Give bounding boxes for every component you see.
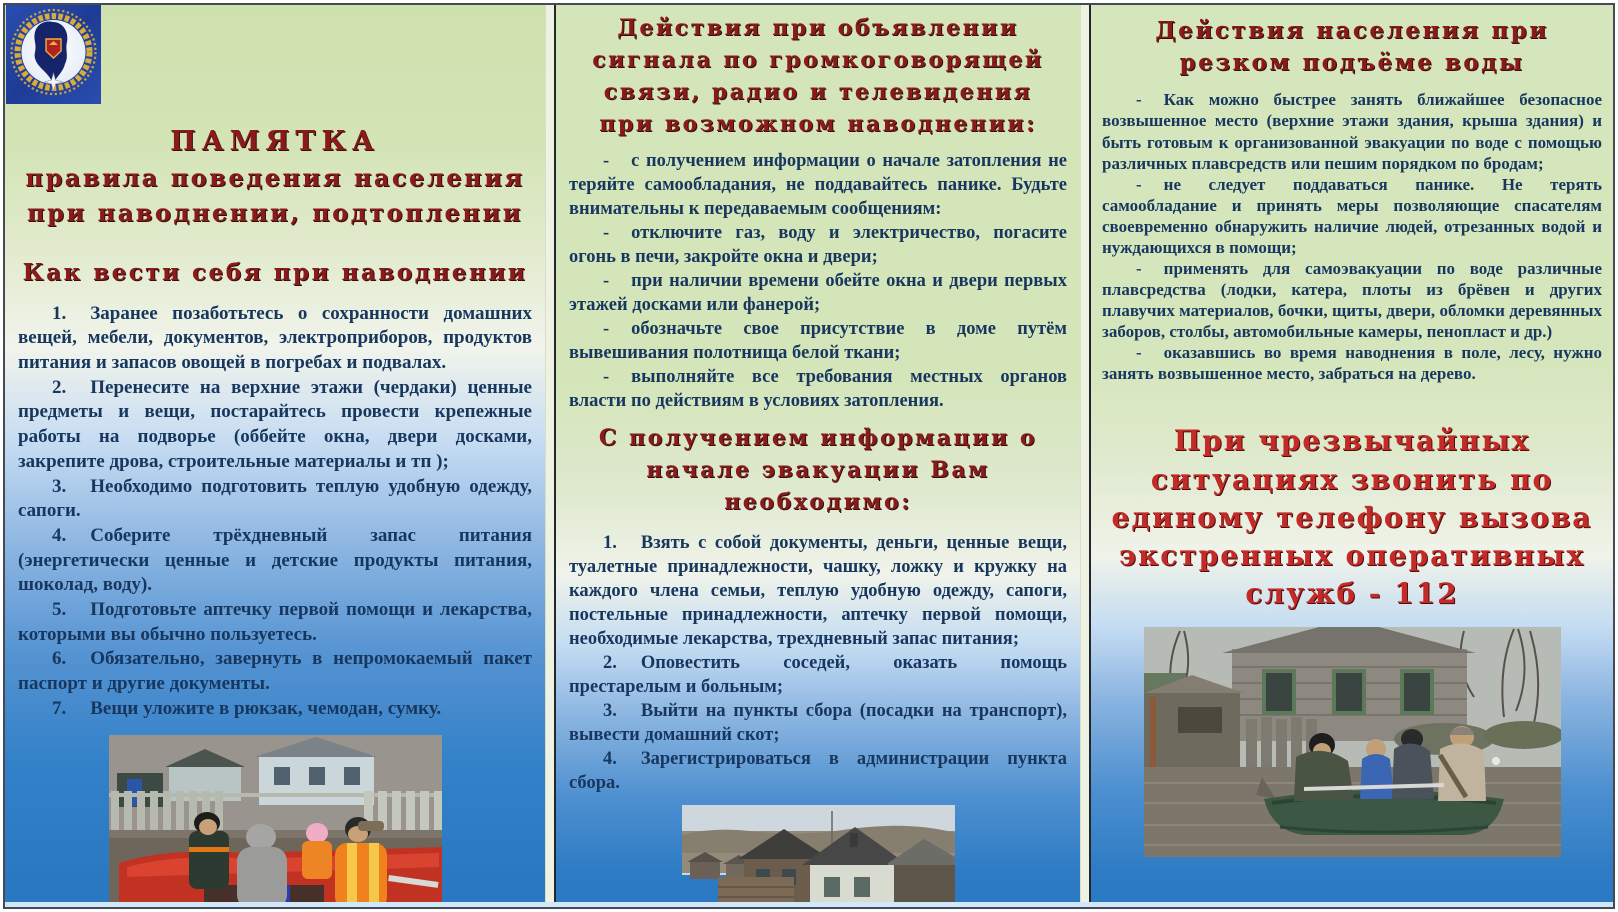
list-item bbox=[18, 475, 532, 524]
list-item bbox=[569, 699, 1067, 747]
dash-marker: - bbox=[1136, 90, 1142, 110]
list-item bbox=[18, 376, 532, 475]
item-text: Необходимо подготовить теплую удобную одежду, сапоги. bbox=[18, 475, 532, 522]
dash-marker: - bbox=[603, 318, 610, 339]
dash-marker: - bbox=[1136, 259, 1142, 278]
dash-marker: - bbox=[1136, 343, 1142, 363]
section-heading-behaviour: Как вести себя при наводнении bbox=[22, 259, 528, 287]
item-text: при наличии времени обейте окна и двери первых этажей досками или фанерой; bbox=[569, 270, 1067, 315]
list-item bbox=[18, 647, 532, 696]
item-text: Взять с собой документы, деньги, ценные вещи, туалетные принадлежности, чашку, ложку и кружку на каждого члена семьи, теплую удобную одежду, сапоги, постельные принадлежности, аптечку первой помощи, необходимые лекарства, трехдневный запас питания; bbox=[569, 532, 1067, 649]
list-item bbox=[569, 221, 1067, 269]
left-column bbox=[5, 5, 545, 907]
list-item bbox=[18, 697, 532, 722]
list-item bbox=[569, 365, 1067, 413]
dash-marker: - bbox=[603, 150, 610, 171]
item-number: 6. bbox=[52, 648, 67, 670]
item-number: 3. bbox=[52, 475, 67, 497]
preparation-list bbox=[5, 302, 545, 722]
list-item bbox=[569, 651, 1067, 699]
item-number: 2. bbox=[52, 376, 67, 398]
evacuation-heading: С получением информации о начале эвакуации Вам необходимо: bbox=[598, 425, 1038, 515]
leaflet-frame bbox=[3, 3, 1615, 909]
item-text: Зарегистрироваться в администрации пункта сбора. bbox=[569, 749, 1067, 794]
list-item bbox=[1102, 174, 1602, 258]
leaflet-title: ПАМЯТКА bbox=[170, 126, 380, 157]
item-number: 1. bbox=[603, 532, 617, 553]
list-item bbox=[1102, 258, 1602, 342]
right-column bbox=[1091, 5, 1613, 907]
item-text: Соберите трёхдневный запас питания (энергетически ценные и детские продукты питания, шоколад, воду). bbox=[18, 524, 532, 596]
list-item bbox=[18, 598, 532, 647]
item-number: 5. bbox=[52, 598, 67, 620]
evacuation-boat-photo bbox=[1144, 627, 1561, 857]
item-number: 3. bbox=[603, 701, 617, 722]
item-text: Заранее позаботьтесь о сохранности домашних вещей, мебели, документов, электроприборов, продуктов питания и запасов овощей в погребах и подвалах. bbox=[18, 302, 532, 374]
item-text: Вещи уложите в рюкзак, чемодан, сумку. bbox=[90, 697, 442, 719]
signal-actions-heading: Действия при объявлении сигнала по громкоговорящей связи, радио и телевидения при возможном наводнении: bbox=[592, 15, 1044, 137]
column-divider bbox=[1080, 5, 1091, 907]
emergency-department-emblem bbox=[6, 5, 101, 104]
item-text: применять для самоэвакуации по воде различные плавсредства (лодки, катера, плоты из брёвен и других плавучих материалов, бочки, щиты, двери, обломки деревянных заборов, столбы, автомобильные камеры, пенопласт и др.) bbox=[1102, 259, 1602, 342]
rescue-boat-photo bbox=[109, 735, 442, 907]
item-number: 4. bbox=[52, 524, 67, 546]
item-text: отключите газ, воду и электричество, погасите огонь в печи, закройте окна и двери; bbox=[569, 222, 1067, 267]
list-item bbox=[18, 524, 532, 598]
item-text: оказавшись во время наводнения в поле, лесу, нужно занять возвышенное место, забраться на дерево. bbox=[1102, 343, 1602, 384]
flooded-houses-photo bbox=[682, 805, 955, 907]
signal-actions-list bbox=[556, 149, 1080, 414]
list-item bbox=[569, 269, 1067, 317]
evacuation-list bbox=[556, 531, 1080, 796]
list-item bbox=[18, 302, 532, 376]
item-text: Выйти на пункты сбора (посадки на транспорт), вывести домашний скот; bbox=[569, 701, 1067, 746]
water-rise-heading: Действия населения при резком подъёме воды bbox=[1155, 17, 1549, 77]
item-text: не следует поддаваться панике. Не терять самообладание и принять меры позволяющие спасателям своевременно обнаружить наличие людей, отрезанных водой и нуждающихся в помощи; bbox=[1102, 174, 1602, 257]
item-text: Как можно быстрее занять ближайшее безопасное возвышенное место (верхние этажи здания, крыша здания) и быть готовым к организованной эвакуации по воде с помощью различных плавсредств или пешим порядком по бродам; bbox=[1102, 90, 1602, 173]
emergency-call-text: При чрезвычайных ситуациях звонить по единому телефону вызова экстренных оперативных служб - 112 bbox=[1111, 424, 1593, 610]
item-text: Обязательно, завернуть в непромокаемый пакет паспорт и другие документы. bbox=[18, 648, 532, 695]
list-item bbox=[569, 149, 1067, 221]
dash-marker: - bbox=[1136, 174, 1142, 194]
list-item bbox=[569, 317, 1067, 365]
dash-marker: - bbox=[603, 270, 610, 291]
leaflet-subtitle: правила поведения населения при наводнении, подтоплении bbox=[25, 162, 525, 227]
item-number: 2. bbox=[603, 652, 617, 673]
dash-marker: - bbox=[603, 366, 610, 387]
bottom-edge-strip bbox=[5, 902, 1613, 907]
item-text: Перенесите на верхние этажи (чердаки) ценные предметы и вещи, постарайтесь провести крепежные работы на подворье (оббейте окна, двери досками, закрепите дрова, строительные материалы и тп ); bbox=[18, 376, 532, 472]
list-item bbox=[1102, 89, 1602, 173]
list-item bbox=[1102, 342, 1602, 384]
item-number: 7. bbox=[52, 697, 67, 719]
list-item bbox=[569, 747, 1067, 795]
column-divider bbox=[545, 5, 556, 907]
item-text: Подготовьте аптечку первой помощи и лекарства, которыми вы обычно пользуетесь. bbox=[18, 598, 532, 645]
item-number: 4. bbox=[603, 749, 617, 770]
water-rise-list bbox=[1091, 89, 1613, 384]
list-item bbox=[569, 531, 1067, 651]
item-text: выполняйте все требования местных органов власти по действиям в условиях затопления. bbox=[569, 366, 1067, 412]
item-text: с получением информации о начале затопления не теряйте самообладания, не поддавайтесь панике. Будьте внимательны к передаваемым сообщениям: bbox=[569, 150, 1067, 219]
item-text: Оповестить соседей, оказать помощь престарелым и больным; bbox=[569, 652, 1067, 698]
item-number: 1. bbox=[52, 302, 67, 324]
item-text: обозначьте свое присутствие в доме путём вывешивания полотнища белой ткани; bbox=[569, 318, 1067, 363]
dash-marker: - bbox=[603, 222, 610, 243]
middle-column bbox=[556, 5, 1080, 907]
